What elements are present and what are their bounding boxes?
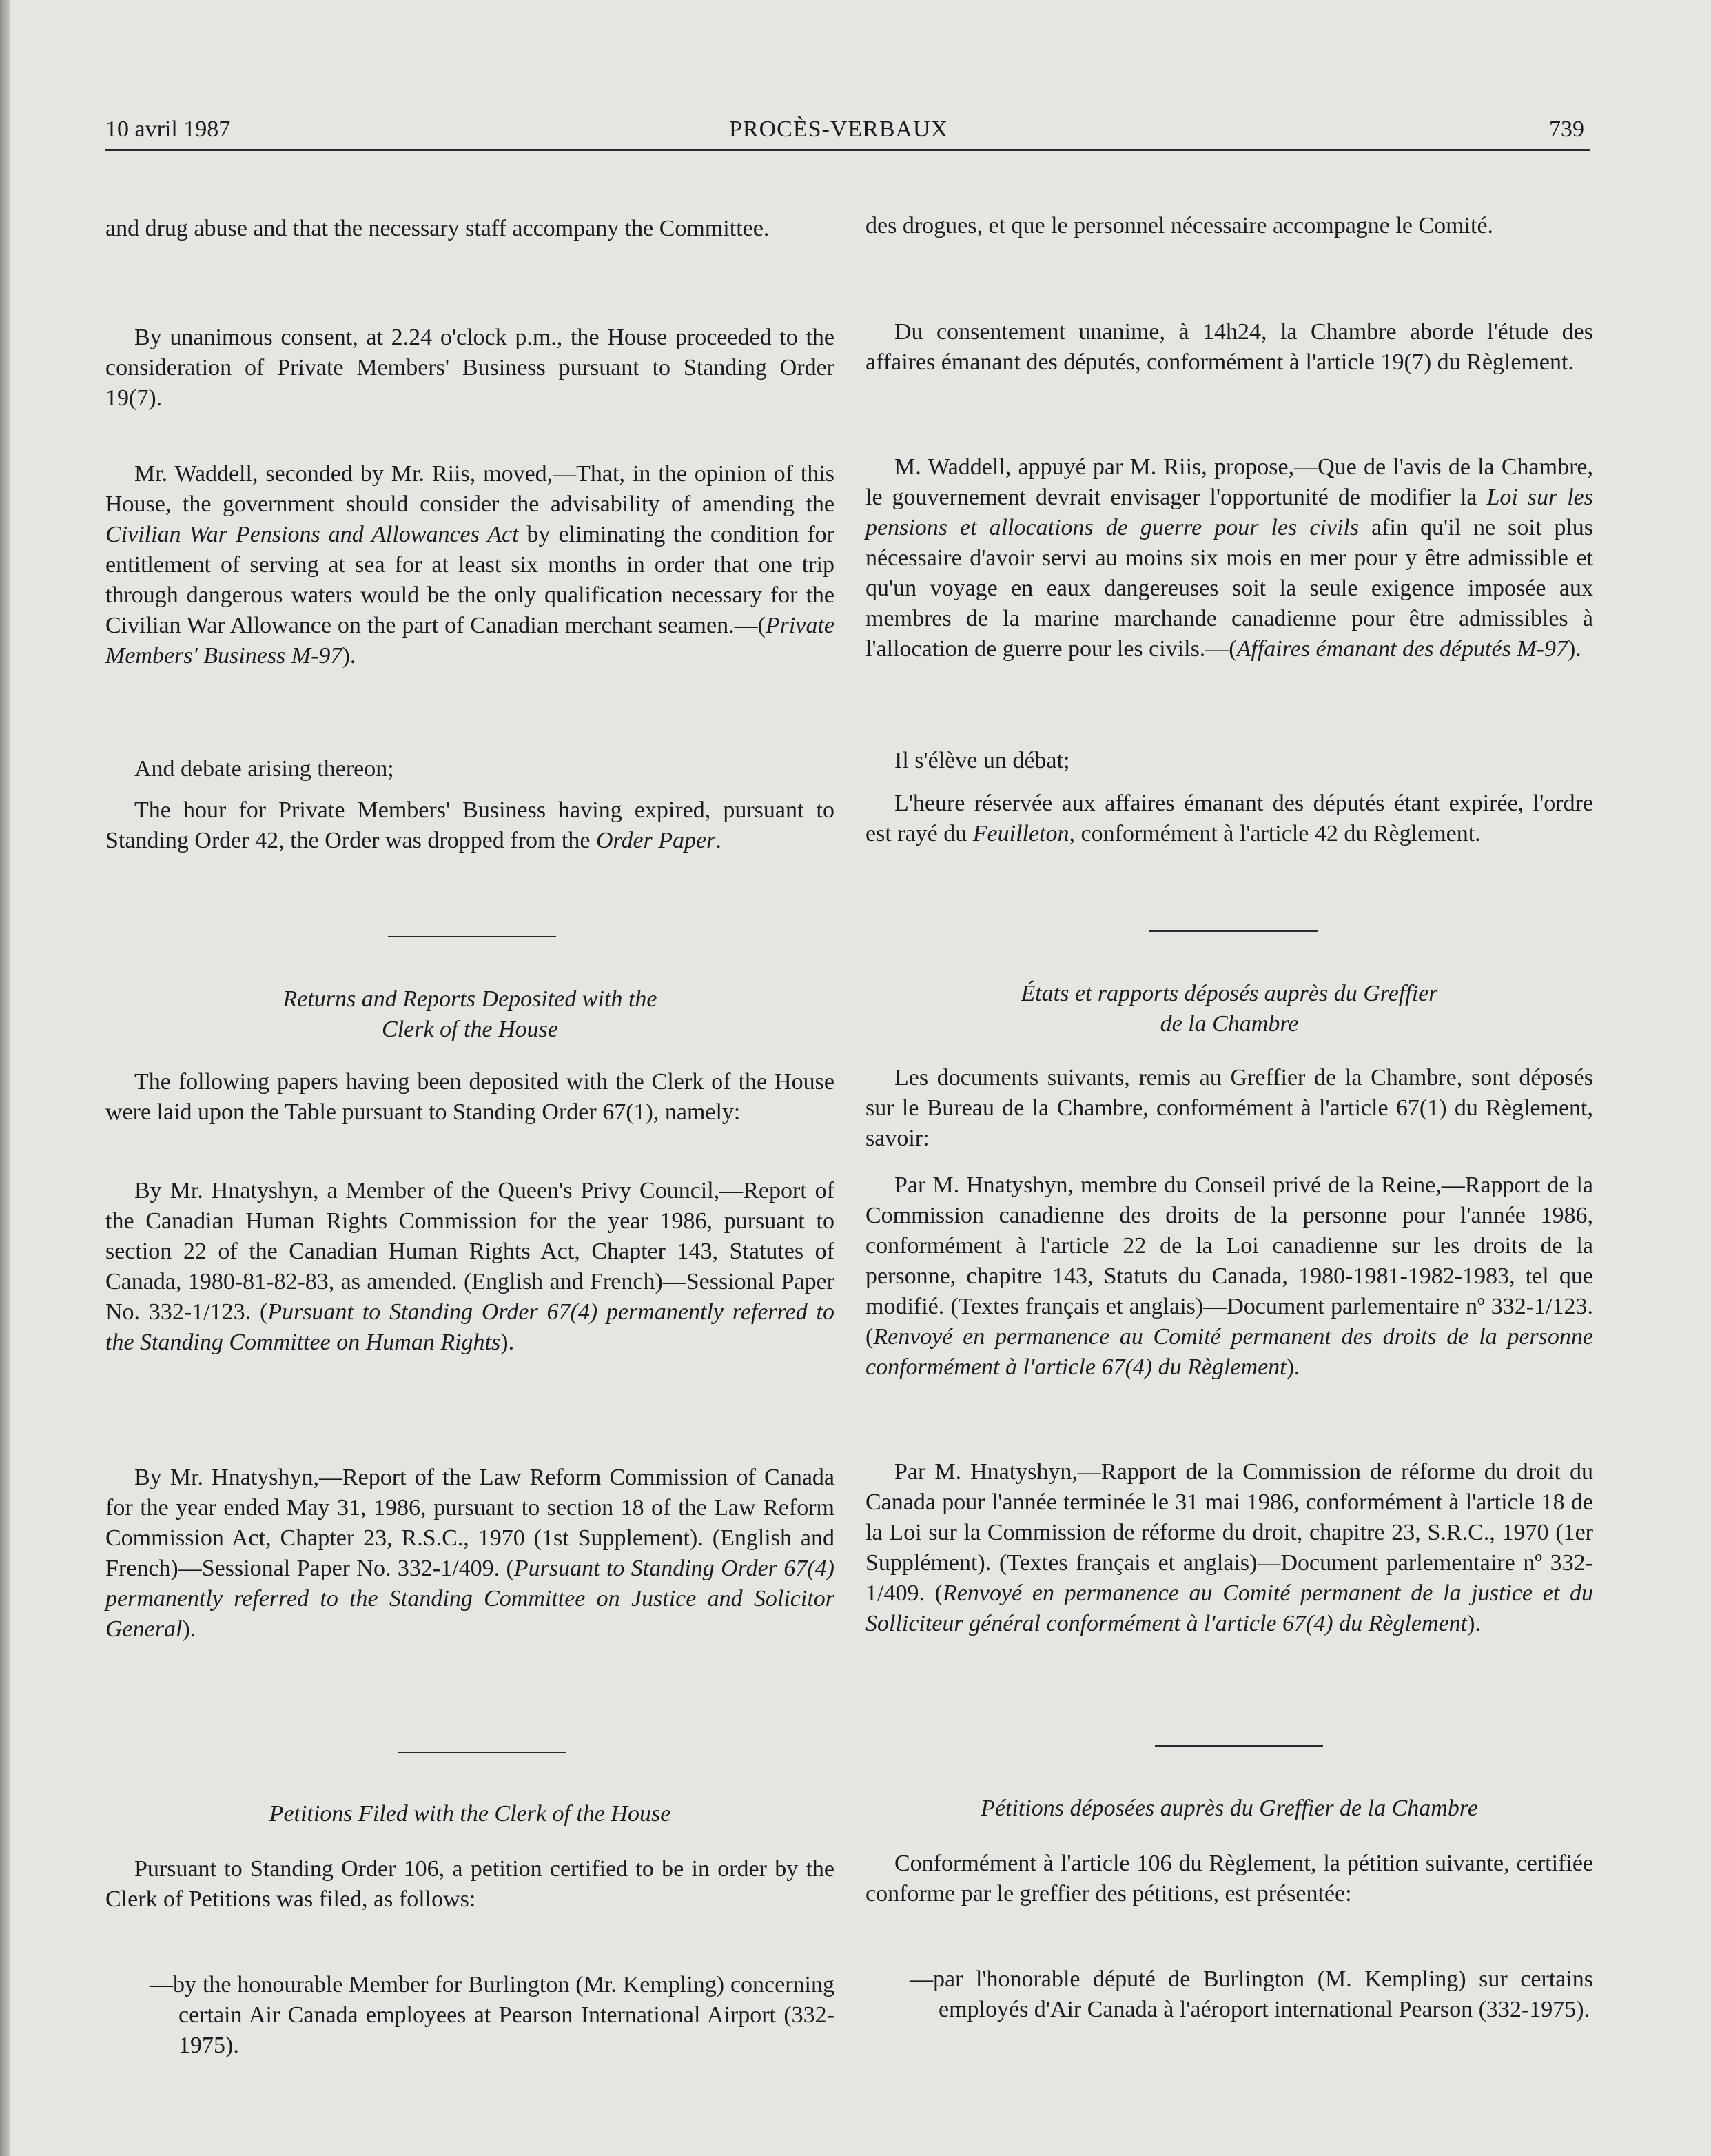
en-human-rights-report-paragraph	[105, 1176, 834, 1358]
en-order-paper-title: Order Paper	[595, 828, 716, 853]
fr-consent-paragraph: Du consentement unanime, à 14h24, la Chambre aborde l'étude des affaires émanant des députés, conformément à l'article 19(7) du Règlement.	[865, 319, 1593, 375]
en-debate-paragraph: And debate arising thereon;	[134, 756, 394, 782]
fr-lr-close: ).	[1467, 1611, 1481, 1636]
en-law-reform-report-paragraph	[105, 1463, 834, 1645]
header-rule	[105, 149, 1590, 151]
en-motion-text-2: by eliminating the condition for entitlement of serving at sea for at least six months in order that one trip through dangerous waters would be the only qualification necessary for the Civilian War Allowance on the part of Canadian merchant seamen.—(	[105, 522, 834, 638]
en-hour-expired-paragraph	[105, 795, 834, 856]
fr-motion-text-1: M. Waddell, appuyé par M. Riis, propose,—Que de l'avis de la Chambre, le gouvernement devrait envisager l'opportunité de modifier la	[865, 454, 1593, 510]
en-heading-petitions: Petitions Filed with the Clerk of the House	[269, 1801, 671, 1827]
fr-lr-referral: Renvoyé en permanence au Comité permanent de la justice et du Solliciteur général conformément à l'article 67(4) du Règlement	[865, 1580, 1593, 1636]
page-number: 739	[1549, 116, 1584, 142]
fr-hr-close: ).	[1286, 1354, 1300, 1380]
en-lr-text: By Mr. Hnatyshyn,—Report of the Law Reform Commission of Canada for the year ended May 31, 1986, pursuant to section 18 of the Law Reform Commission Act, Chapter 23, R.S.C., 1970 (1st Supplement). (English and French)—Sessional Paper No. 332-1/409. (	[105, 1465, 834, 1581]
fr-separator-1	[1149, 930, 1318, 932]
fr-human-rights-report-paragraph	[865, 1170, 1593, 1383]
fr-hour-text-1: L'heure réservée aux affaires émanant des députés étant expirée, l'ordre est rayé du	[865, 791, 1593, 846]
en-motion-paragraph	[105, 459, 834, 671]
fr-motion-reference: Affaires émanant des députés M-97	[1236, 636, 1568, 662]
en-hr-close: ).	[500, 1330, 515, 1355]
en-hr-text: By Mr. Hnatyshyn, a Member of the Queen's Privy Council,—Report of the Canadian Human Rights Commission for the year 1986, pursuant to section 22 of the Canadian Human Rights Act, Chapter 143, Statutes of Canada, 1980-81-82-83, as amended. (English and French)—Sessional Paper No. 332-1/123. (	[105, 1178, 834, 1325]
fr-hr-text: Par M. Hnatyshyn, membre du Conseil privé de la Reine,—Rapport de la Commission canadienne des droits de la personne pour l'année 1986, conformément à l'article 22 de la Loi canadienne sur les droits de la personne, chapitre 143, Statuts du Canada, 1980-1981-1982-1983, tel que modifié. (Textes français et anglais)—Document parlementaire nº 332-1/123. (	[865, 1172, 1593, 1350]
en-hour-text-1: The hour for Private Members' Business having expired, pursuant to Standing Order 42, the Order was dropped from the	[105, 797, 834, 853]
en-papers-intro-paragraph: The following papers having been deposited with the Clerk of the House were laid upon the Table pursuant to Standing Order 67(1), namely:	[105, 1069, 834, 1125]
en-heading-returns-line2: Clerk of the House	[382, 1017, 558, 1042]
en-lr-referral: Pursuant to Standing Order 67(4) permanently referred to the Standing Committee on Justice and Solicitor General	[105, 1556, 834, 1642]
fr-motion-act-title: Loi sur les pensions et allocations de guerre pour les civils	[865, 485, 1593, 540]
fr-heading-petitions: Pétitions déposées auprès du Greffier de la Chambre	[981, 1796, 1478, 1821]
en-motion-text-3: ).	[342, 643, 356, 669]
en-heading-returns-line1: Returns and Reports Deposited with the	[283, 986, 657, 1012]
running-head-date: 10 avril 1987	[105, 116, 231, 142]
document-page	[10, 0, 1711, 2156]
fr-law-reform-report-paragraph	[865, 1457, 1593, 1639]
en-motion-text-1: Mr. Waddell, seconded by Mr. Riis, moved,—That, in the opinion of this House, the government should consider the advisability of amending the	[105, 461, 834, 517]
fr-hour-expired-paragraph	[865, 789, 1593, 849]
en-petition-item: —by the honourable Member for Burlington (Mr. Kempling) concerning certain Air Canada employees at Pearson International Airport (332-1975).	[150, 1972, 834, 2058]
fr-motion-text-2: afin qu'il ne soit plus nécessaire d'avoir servi au moins six mois en mer pour y être admissible et qu'un voyage en eaux dangereuses soit la seule exigence imposée aux membres de la marine marchande canadienne pour être admissibles à l'allocation de guerre pour les civils.—(	[865, 515, 1593, 662]
fr-debate-paragraph: Il s'élève un débat;	[894, 748, 1070, 773]
fr-motion-paragraph	[865, 452, 1593, 664]
fr-heading-returns-line1: États et rapports déposés auprès du Greffier	[1021, 981, 1438, 1006]
en-hour-text-2: .	[715, 828, 721, 853]
fr-lr-text: Par M. Hnatyshyn,—Rapport de la Commission de réforme du droit du Canada pour l'année terminée le 31 mai 1986, conformément à l'article 18 de la Loi sur la Commission de réforme du droit, chapitre 23, S.R.C., 1970 (1er Supplément). (Textes français et anglais)—Document parlementaire nº 332-1/409. (	[865, 1459, 1593, 1606]
en-separator-1	[388, 936, 556, 937]
en-continuation-paragraph: and drug abuse and that the necessary staff accompany the Committee.	[105, 216, 770, 241]
fr-hr-referral: Renvoyé en permanence au Comité permanent des droits de la personne conformément à l'article 67(4) du Règlement	[865, 1324, 1593, 1380]
en-motion-reference: Private Members' Business M-97	[105, 613, 834, 669]
fr-hour-text-2: , conformément à l'article 42 du Règlement.	[1069, 821, 1481, 846]
fr-heading-returns-line2: de la Chambre	[1160, 1011, 1299, 1037]
running-head-title: PROCÈS-VERBAUX	[729, 116, 949, 142]
fr-feuilleton-title: Feuilleton	[972, 821, 1069, 846]
en-separator-2	[398, 1752, 566, 1753]
en-petition-intro-paragraph: Pursuant to Standing Order 106, a petition certified to be in order by the Clerk of Petitions was filed, as follows:	[105, 1856, 834, 1912]
en-hr-referral: Pursuant to Standing Order 67(4) permanently referred to the Standing Committee on Human Rights	[105, 1299, 834, 1355]
en-consent-paragraph: By unanimous consent, at 2.24 o'clock p.m., the House proceeded to the consideration of Private Members' Business pursuant to Standing Order 19(7).	[105, 325, 834, 411]
fr-papers-intro-paragraph: Les documents suivants, remis au Greffier de la Chambre, sont déposés sur le Bureau de la Chambre, conformément à l'article 67(1) du Règlement, savoir:	[865, 1065, 1593, 1151]
en-motion-act-title: Civilian War Pensions and Allowances Act	[105, 522, 519, 547]
fr-petition-item: —par l'honorable député de Burlington (M. Kempling) sur certains employés d'Air Canada à l'aéroport international Pearson (332-1975).	[910, 1966, 1593, 2022]
fr-petition-intro-paragraph: Conformément à l'article 106 du Règlement, la pétition suivante, certifiée conforme par le greffier des pétitions, est présentée:	[865, 1851, 1593, 1906]
page-binding-edge	[0, 0, 10, 2156]
fr-motion-text-3: ).	[1567, 636, 1581, 662]
en-lr-close: ).	[182, 1616, 196, 1642]
fr-continuation-paragraph: des drogues, et que le personnel nécessaire accompagne le Comité.	[865, 213, 1494, 238]
fr-separator-2	[1155, 1745, 1323, 1747]
